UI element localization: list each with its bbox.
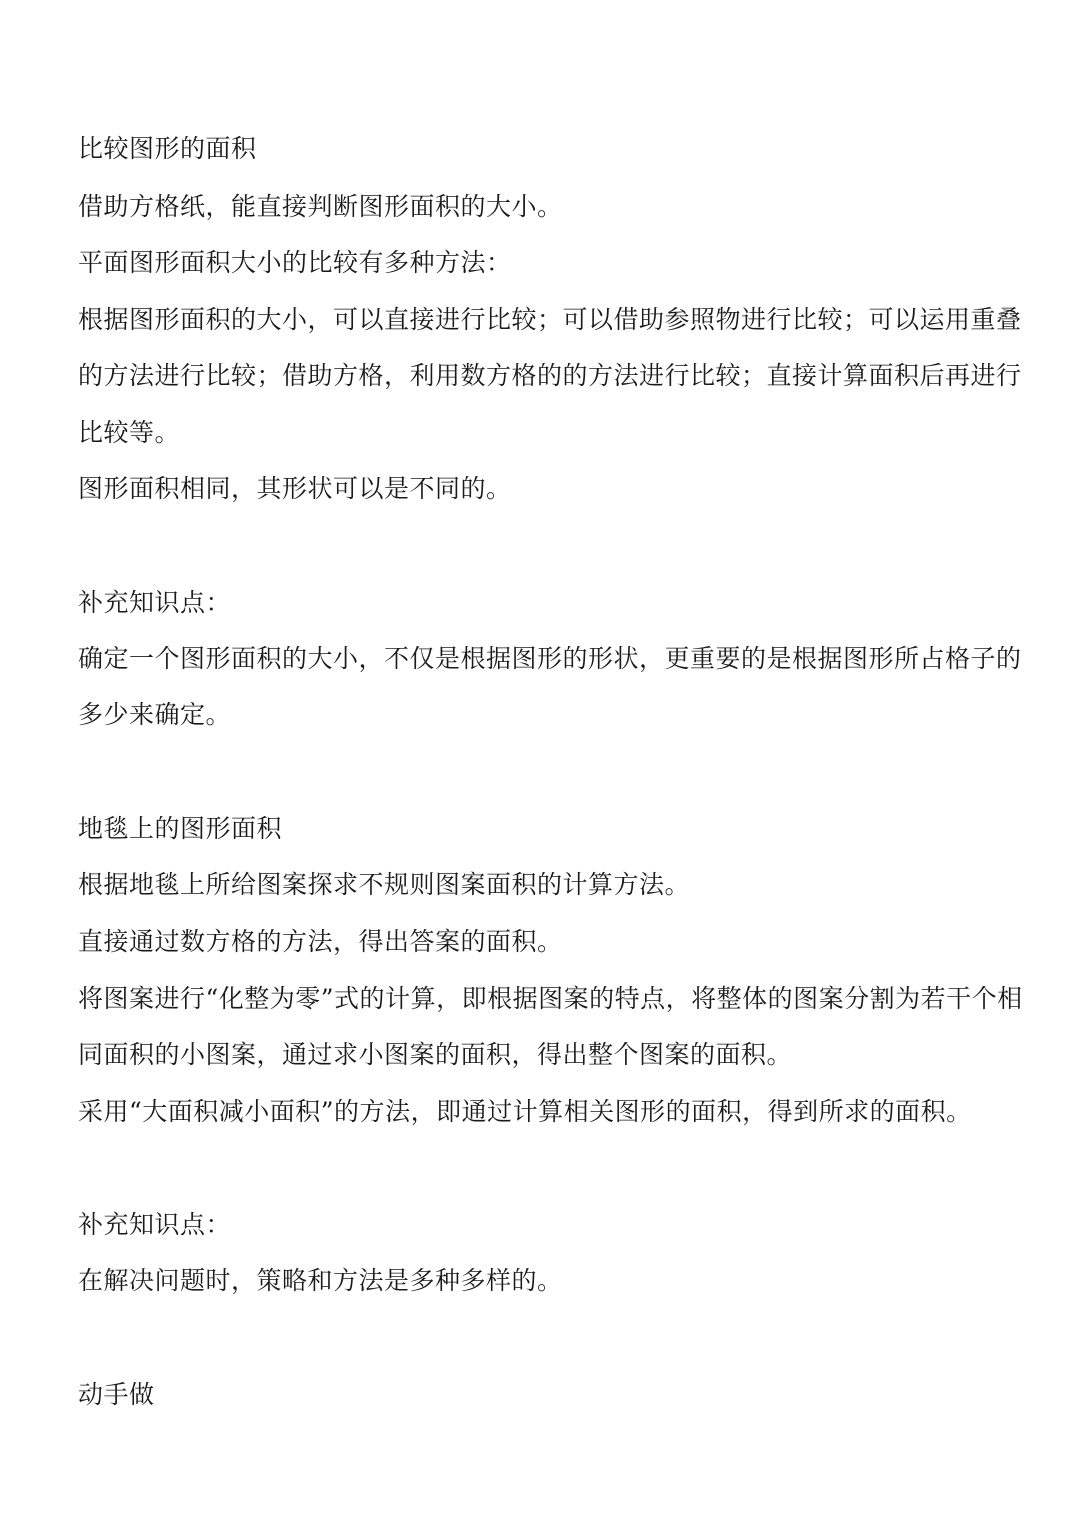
paragraph-line: 将图案进行“化整为零”式的计算，即根据图案的特点，将整体的图案分割为若干个相	[78, 984, 1023, 1013]
paragraph-line: 采用“大面积减小面积”的方法，即通过计算相关图形的面积，得到所求的面积。	[78, 1097, 972, 1126]
section-heading-compare-area: 比较图形的面积	[78, 134, 257, 163]
supplement-heading: 补充知识点：	[78, 588, 232, 617]
section-heading-hands-on: 动手做	[78, 1380, 155, 1409]
paragraph-line: 比较等。	[78, 418, 181, 447]
section-heading-carpet-area: 地毯上的图形面积	[78, 814, 283, 843]
paragraph-line: 的方法进行比较；借助方格，利用数方格的的方法进行比较；直接计算面积后再进行	[78, 361, 1022, 390]
paragraph-line: 根据图形面积的大小，可以直接进行比较；可以借助参照物进行比较；可以运用重叠	[78, 305, 1022, 334]
paragraph-line: 直接通过数方格的方法，得出答案的面积。	[78, 927, 563, 956]
supplement-heading: 补充知识点：	[78, 1210, 232, 1239]
paragraph-line: 根据地毯上所给图案探求不规则图案面积的计算方法。	[78, 870, 691, 899]
paragraph-line: 借助方格纸，能直接判断图形面积的大小。	[78, 192, 563, 221]
paragraph-line: 平面图形面积大小的比较有多种方法：	[78, 248, 512, 277]
paragraph-line: 图形面积相同，其形状可以是不同的。	[78, 474, 512, 503]
paragraph-line: 同面积的小图案，通过求小图案的面积，得出整个图案的面积。	[78, 1040, 793, 1069]
paragraph-line: 多少来确定。	[78, 700, 232, 729]
paragraph-line: 在解决问题时，策略和方法是多种多样的。	[78, 1266, 563, 1295]
paragraph-line: 确定一个图形面积的大小，不仅是根据图形的形状，更重要的是根据图形所占格子的	[78, 644, 1022, 673]
